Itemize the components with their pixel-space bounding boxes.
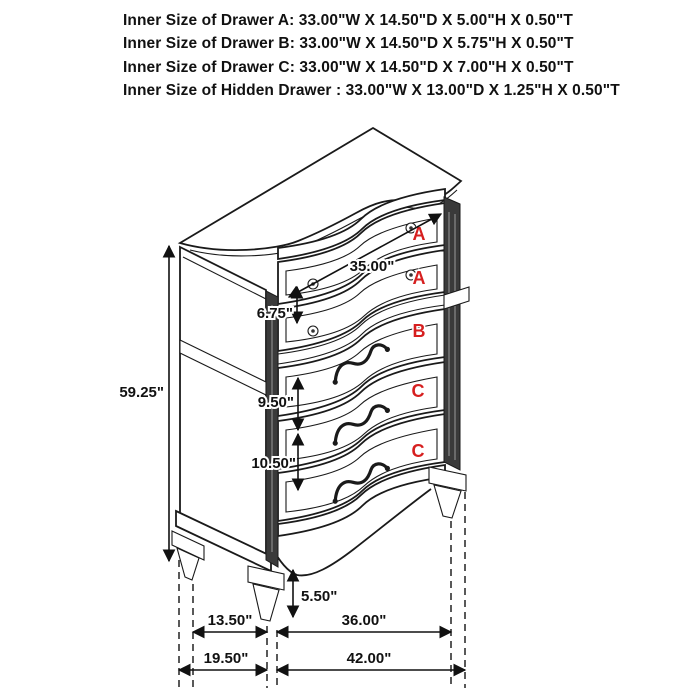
spec-line-drawer-b: Inner Size of Drawer B: 33.00"W X 14.50"D X 5.75"H X 0.50"T	[123, 35, 574, 53]
dim-total-width-label: 42.00"	[346, 650, 392, 667]
dim-leg-height-label: 5.50"	[301, 588, 338, 605]
dim-total-height-label: 59.25"	[119, 384, 164, 401]
dim-depth-between-legs-label: 13.50"	[207, 612, 253, 629]
label-drawer-b: B	[412, 321, 426, 341]
dim-drawer-c-height-label: 10.50"	[251, 455, 296, 472]
spec-line-hidden-drawer: Inner Size of Hidden Drawer : 33.00"W X 13.00"D X 1.25"H X 0.50"T	[123, 82, 620, 100]
label-drawer-c2: C	[411, 441, 425, 461]
right-pilaster	[444, 197, 469, 470]
front-corner-stile	[266, 291, 278, 567]
label-drawer-a2: A	[412, 268, 426, 288]
dim-width-between-legs-label: 36.00"	[341, 612, 387, 629]
dim-drawer-b-height-label: 9.50"	[257, 394, 294, 411]
front-center-leg	[248, 566, 284, 621]
front-right-leg	[429, 467, 466, 518]
back-left-leg	[172, 531, 204, 580]
spec-line-drawer-c: Inner Size of Drawer C: 33.00"W X 14.50"D X 7.00"H X 0.50"T	[123, 58, 574, 76]
spec-line-drawer-a: Inner Size of Drawer A: 33.00"W X 14.50"D X 5.00"H X 0.50"T	[123, 12, 573, 29]
dim-drawer-width-label: 35.00"	[349, 258, 395, 275]
label-drawer-c1: C	[411, 381, 425, 401]
dim-total-depth-label: 19.50"	[203, 650, 249, 667]
label-drawer-a1: A	[412, 224, 426, 244]
knob-a2-left	[308, 326, 318, 336]
dim-drawer-a-height-label: 6.75"	[256, 305, 293, 322]
